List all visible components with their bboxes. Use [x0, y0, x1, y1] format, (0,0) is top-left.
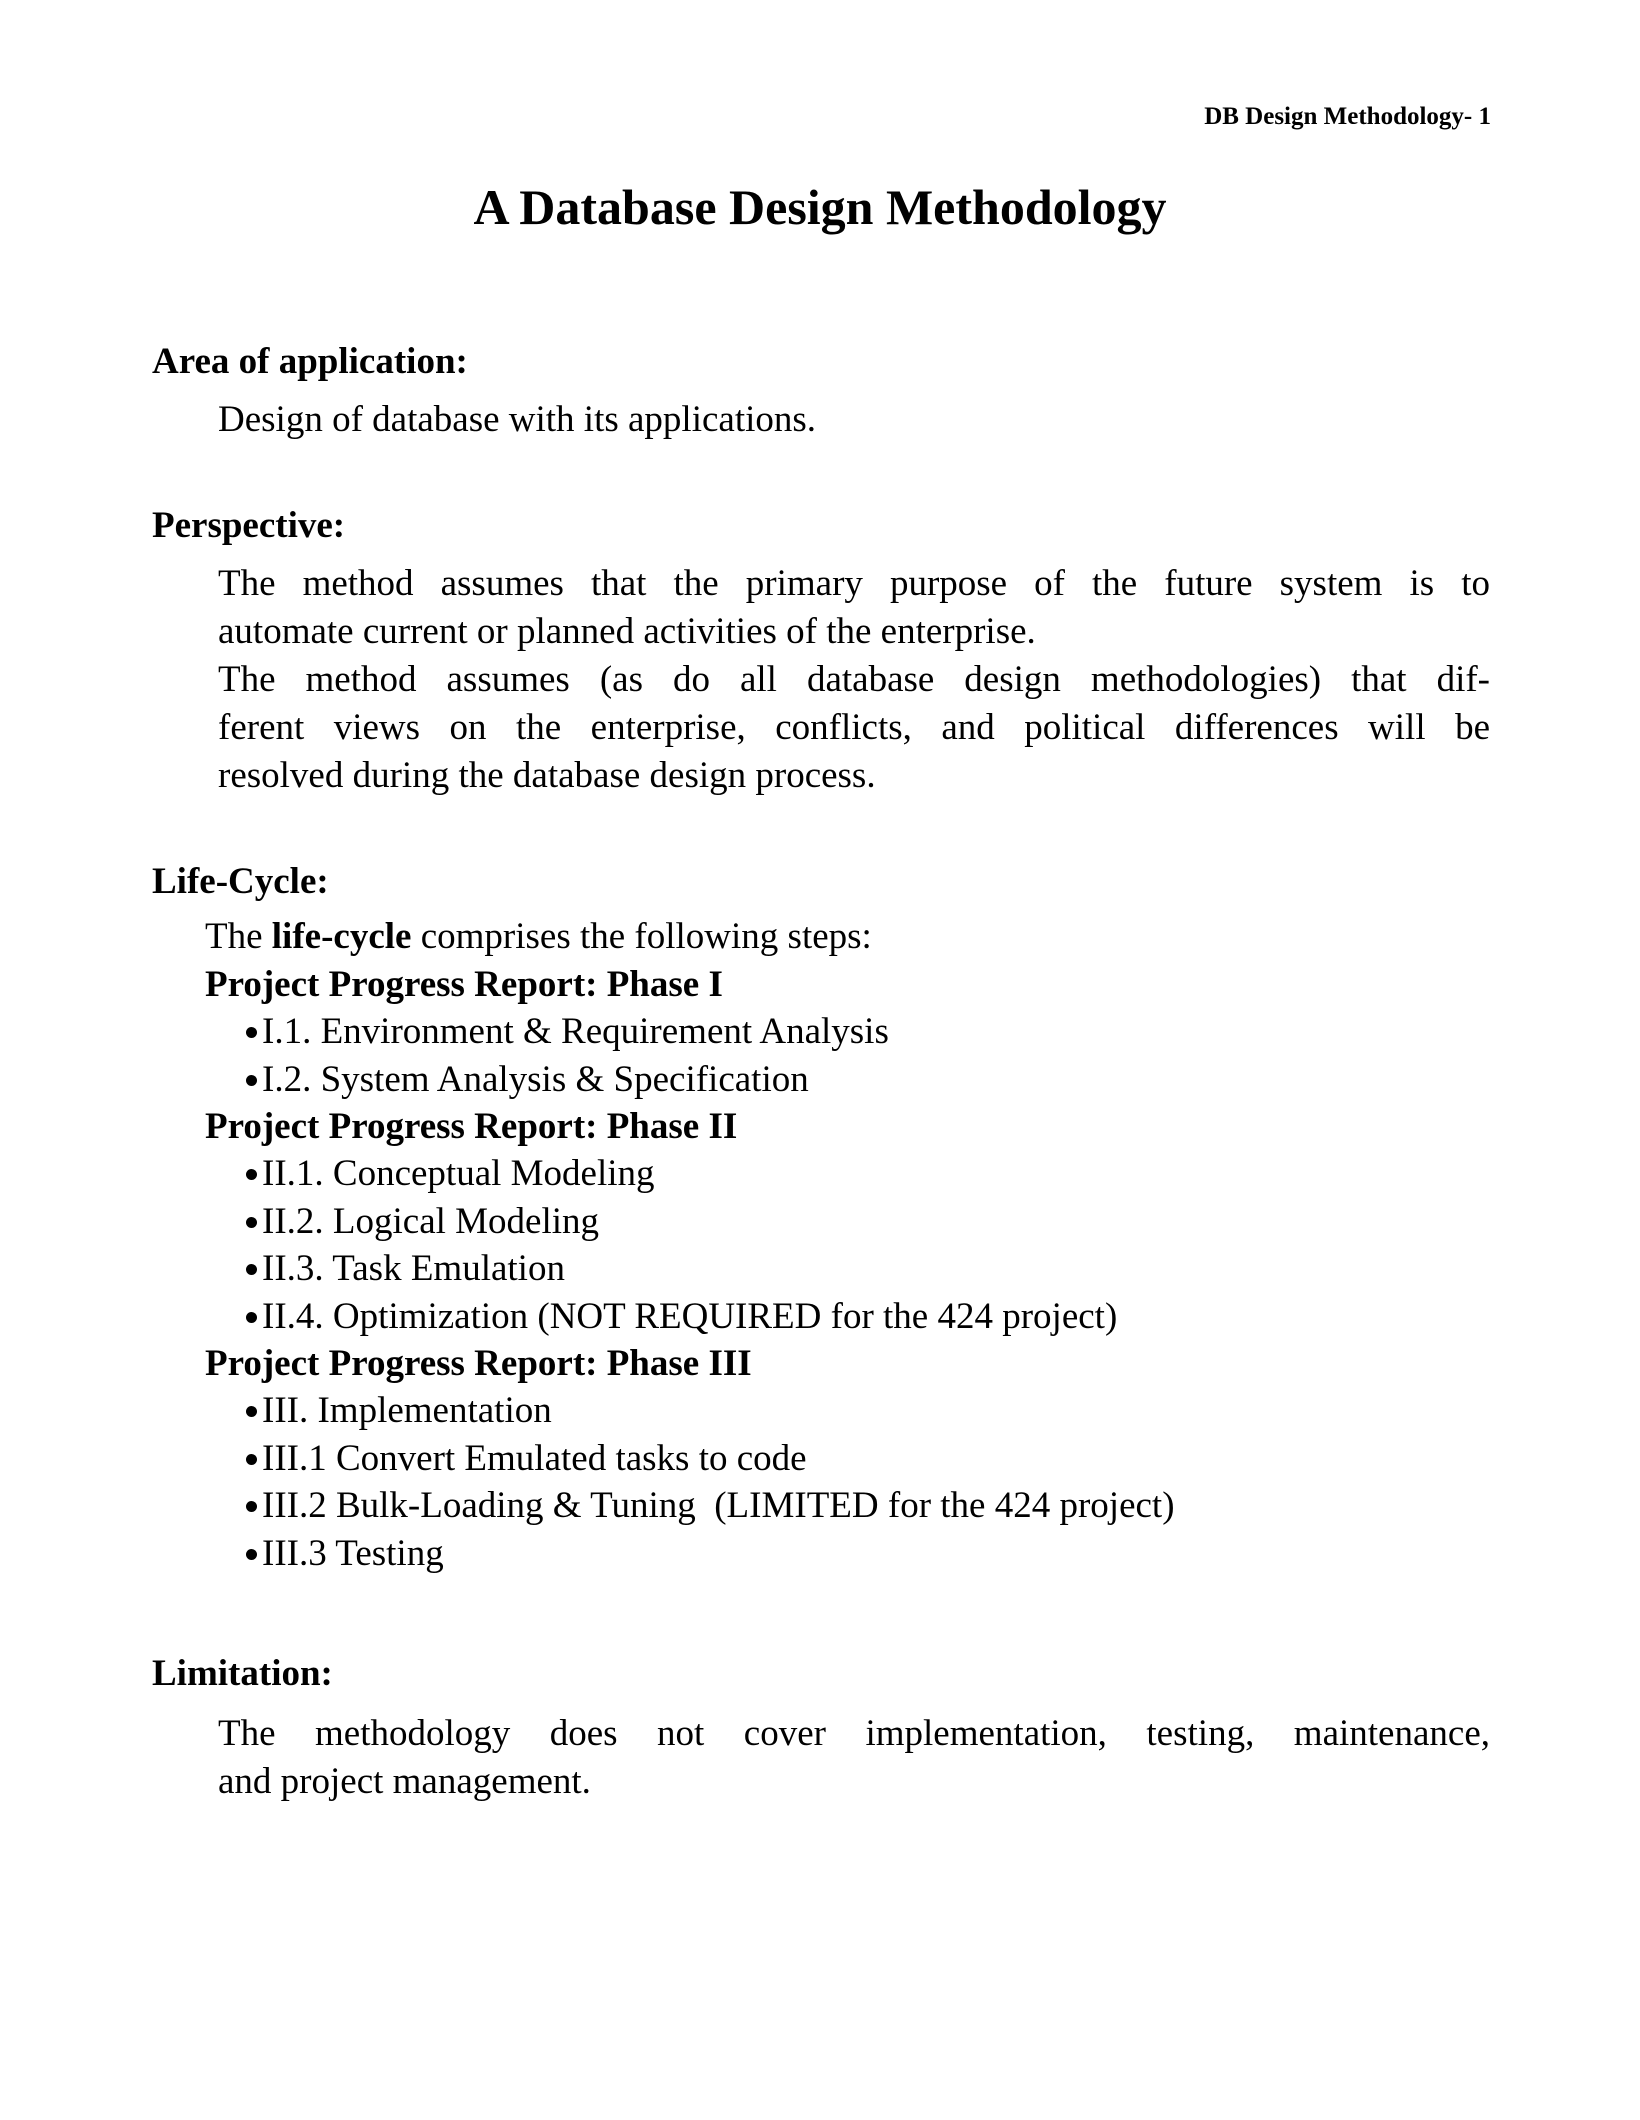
- bullet-icon: [246, 1406, 257, 1417]
- life-cycle-heading: Life-Cycle:: [152, 861, 329, 902]
- perspective-line-2: automate current or planned activities of the enterprise.: [218, 611, 1036, 652]
- bullet-icon: [246, 1312, 257, 1323]
- list-item: [246, 1152, 655, 1195]
- limitation-line-2: and project management.: [218, 1761, 591, 1802]
- list-item: [246, 1200, 599, 1243]
- life-cycle-intro-bold: life-cycle: [271, 916, 412, 957]
- bullet-icon: [246, 1169, 257, 1180]
- perspective-line-3: The method assumes (as do all database design methodologies) that dif-: [218, 659, 1490, 700]
- bullet-icon: [246, 1549, 257, 1560]
- bullet-icon: [246, 1217, 257, 1228]
- list-item: [246, 1532, 444, 1575]
- step-label: II.3. Task Emulation: [262, 1248, 565, 1289]
- list-item: [246, 1389, 552, 1432]
- area-text-line: Design of database with its applications.: [218, 399, 817, 440]
- phase-2-heading: Project Progress Report: Phase II: [205, 1106, 738, 1147]
- limitation-text: [218, 1710, 1490, 1806]
- list-item: [246, 1437, 807, 1480]
- step-label: III.3 Testing: [262, 1533, 444, 1574]
- step-label: III. Implementation: [262, 1390, 552, 1431]
- perspective-line-4: ferent views on the enterprise, conflicts, and political differences will be: [218, 707, 1490, 748]
- perspective-heading: Perspective:: [152, 505, 346, 546]
- step-label: II.2. Logical Modeling: [262, 1201, 600, 1242]
- bullet-icon: [246, 1501, 257, 1512]
- limitation-heading: Limitation:: [152, 1653, 333, 1694]
- perspective-text: [218, 560, 1490, 800]
- page-title: A Database Design Methodology: [473, 179, 1167, 235]
- step-label: II.4. Optimization (NOT REQUIRED for the 424 project): [262, 1296, 1118, 1337]
- step-label: III.1 Convert Emulated tasks to code: [262, 1438, 807, 1479]
- limitation-line-1: The methodology does not cover implementation, testing, maintenance,: [218, 1713, 1490, 1754]
- running-header: DB Design Methodology- 1: [1204, 103, 1491, 130]
- list-item: [246, 1010, 889, 1053]
- list-item: [246, 1058, 809, 1101]
- bullet-icon: [246, 1454, 257, 1465]
- list-item: [246, 1295, 1117, 1338]
- area-of-application-heading: Area of application:: [152, 341, 468, 382]
- step-label: III.2 Bulk-Loading & Tuning (LIMITED for the 424 project): [262, 1485, 1175, 1526]
- bullet-icon: [246, 1027, 257, 1038]
- step-label: I.2. System Analysis & Specification: [262, 1059, 809, 1100]
- phase-3-heading: Project Progress Report: Phase III: [205, 1343, 752, 1384]
- area-of-application-text: [218, 396, 1490, 444]
- life-cycle-intro-post: comprises the following steps:: [411, 916, 872, 957]
- life-cycle-intro-pre: The: [205, 916, 272, 957]
- phase-1-heading: Project Progress Report: Phase I: [205, 964, 723, 1005]
- bullet-icon: [246, 1264, 257, 1275]
- life-cycle-intro: [205, 915, 872, 958]
- step-label: I.1. Environment & Requirement Analysis: [262, 1011, 889, 1052]
- perspective-line-1: The method assumes that the primary purpose of the future system is to: [218, 563, 1490, 604]
- perspective-line-5: resolved during the database design process.: [218, 755, 876, 796]
- bullet-icon: [246, 1075, 257, 1086]
- step-label: II.1. Conceptual Modeling: [262, 1153, 655, 1194]
- list-item: [246, 1247, 565, 1290]
- list-item: [246, 1484, 1175, 1527]
